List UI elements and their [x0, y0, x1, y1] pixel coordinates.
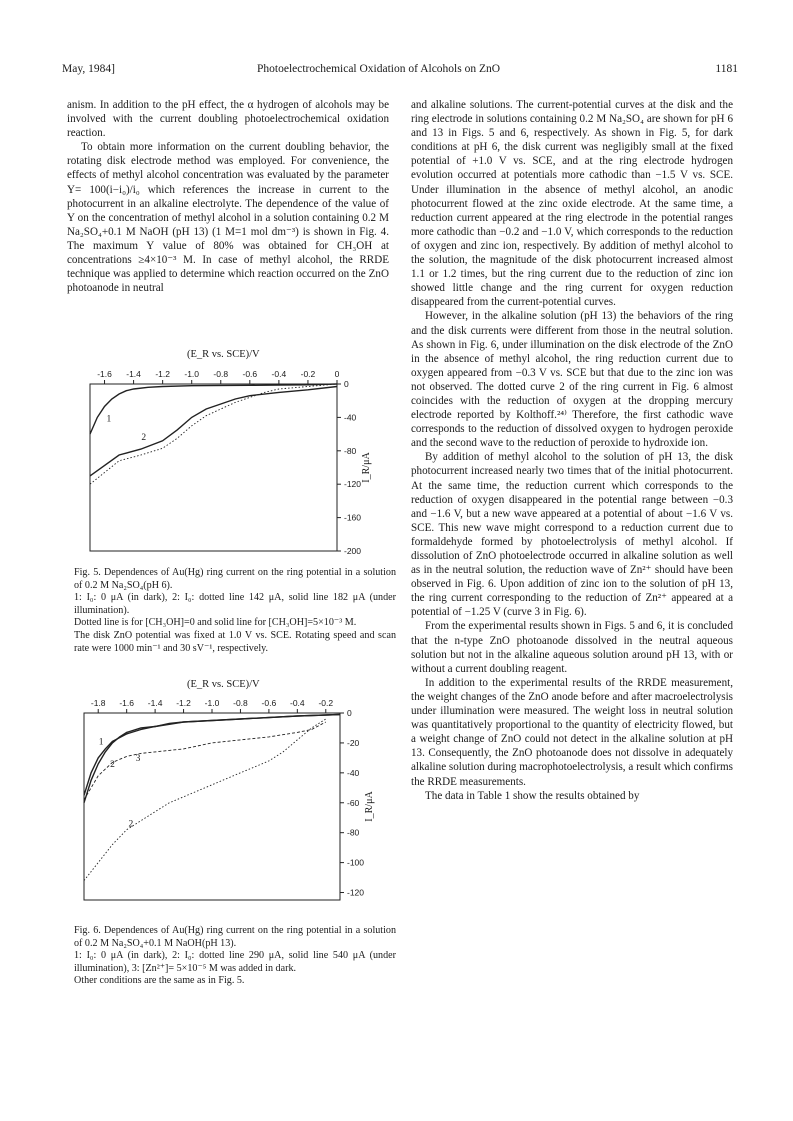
- y-axis-title: I_R/μA: [364, 791, 375, 822]
- y-tick-label: -200: [344, 546, 362, 556]
- y-tick-label: -120: [344, 479, 362, 490]
- plot-frame: [90, 384, 337, 551]
- caption-line: Dotted line is for [CH₃OH]=0 and solid line for [CH₃OH]=5×10⁻³ M.: [74, 617, 357, 629]
- caption-line: Fig. 6. Dependences of Au(Hg) ring current on the ring potential in a solution of 0.2 M Na₂SO₄+0.1 M NaOH(pH 13).: [74, 925, 396, 949]
- y-tick-label: 0: [344, 379, 349, 389]
- header-date: May, 1984]: [62, 63, 115, 75]
- fig6-x-axis-title: (E_R vs. SCE)/V: [187, 679, 260, 690]
- fig6-chart: [80, 695, 380, 910]
- paragraph: However, in the alkaline solution (pH 13) the behaviors of the ring and the disk currents were different from those in the neutral solution. As shown in Fig. 6, under illumination on the disk electrode of the ZnO in the absence of methyl alcohol, the ring reduction current due to oxygen appeared from −0.3 V vs. SCE but that due to the zinc ion was not observed. The dotted curve 2 of the ring current in Fig. 6 almost coincides with the reduction of oxygen at the dropping mercury electrode reported by Kolthoff.²⁴⁾ Therefore, the first cathodic wave corresponds to the reduction of dissolved oxygen to hydrogen peroxide and the second wave to the reduction of peroxide to hydroxide ion.: [411, 310, 733, 450]
- right-column: [411, 98, 733, 803]
- y-tick-label: 0: [347, 708, 352, 718]
- paragraph: and alkaline solutions. The current-potential curves at the disk and the ring electrode in solutions containing 0.2 M Na₂SO₄ are shown for pH 6 and 13 in Figs. 5 and 6, respectively. As shown in Fig. 5, for dark conditions at pH 6, the disk current was negligibly small at the fixed potential of +1.0 V vs. SCE, and at the ring electrode hydrogen evolution occurred at potentials more cathodic than −1.5 V vs. SCE. Under illumination in the absence of methyl alcohol, an anodic photocurrent flowed at the zinc oxide electrode. At the same time, a reduction current appeared at the ring electrode in the potential ranges more cathodic than −0.2 and −1.0 V, which corresponds to the reduction of oxygen and zinc ion, respectively. By addition of methyl alcohol to the solution, the magnitude of the disk photocurrent increased almost 1.1 or 1.2 times, but the ring current due to the reduction of zinc ion showed little change and the ring current for oxygen reduction disappeared from the current-potential curves.: [411, 99, 733, 309]
- x-tick-label: -1.4: [147, 698, 163, 708]
- curve-label: 1: [98, 737, 104, 748]
- header-title: Photoelectrochemical Oxidation of Alcohols on ZnO: [257, 63, 501, 75]
- paragraph: From the experimental results shown in Figs. 5 and 6, it is concluded that the n-type ZnO photoanode dissolved in the neutral aqueous solution but not in the alkaline aqueous solution around pH 13, with or without a current doubling reagent.: [411, 620, 733, 675]
- plot-frame: [84, 713, 340, 900]
- paragraph: The data in Table 1 show the results obtained by: [425, 789, 640, 802]
- x-tick-label: -1.2: [176, 698, 191, 708]
- y-axis-title: I_R/μA: [361, 452, 372, 483]
- fig5-x-axis-title: (E_R vs. SCE)/V: [187, 349, 260, 360]
- x-tick-label: -0.2: [318, 698, 334, 708]
- caption-line: The disk ZnO potential was fixed at 1.0 V vs. SCE. Rotating speed and scan rate were 1000 min⁻¹ and 30 sV⁻¹, respectively.: [74, 629, 396, 654]
- figure-5: [80, 366, 380, 571]
- y-tick-label: -40: [344, 412, 357, 423]
- y-tick-label: -20: [347, 737, 360, 748]
- x-tick-label: -0.8: [213, 369, 229, 379]
- x-tick-label: -0.4: [271, 369, 287, 379]
- x-tick-label: -0.2: [300, 369, 316, 379]
- paragraph: anism. In addition to the pH effect, the α hydrogen of alcohols may be involved with the current doubling photoelectrochemical oxidation reaction.: [67, 99, 389, 140]
- x-tick-label: -1.6: [97, 369, 112, 379]
- fig5-caption: [74, 567, 396, 655]
- x-tick-label: -1.0: [184, 369, 200, 379]
- caption-line: 1: I₀: 0 μA (in dark), 2: I₀: dotted line 142 μA, solid line 182 μA (under illumination).: [74, 592, 396, 616]
- x-tick-label: 0: [334, 369, 340, 379]
- curve-label: 2: [128, 819, 134, 830]
- fig6-caption: [74, 925, 396, 988]
- x-tick-label: -0.6: [261, 698, 277, 708]
- y-tick-label: -80: [344, 445, 357, 456]
- caption-line: Other conditions are the same as in Fig. 5.: [74, 975, 245, 987]
- fig5-chart: [80, 366, 380, 566]
- y-tick-label: -100: [347, 857, 365, 868]
- x-tick-label: -1.8: [90, 698, 106, 708]
- x-tick-label: -1.0: [204, 698, 220, 708]
- paragraph: In addition to the experimental results of the RRDE measurement, the weight changes of the ZnO anode before and after macroelectrolysis under illumination were measured. The weight loss in neutral solution was quantitatively proportional to the quantity of electricity flowed, but a weight change of ZnO could not detect in the alkaline solution at pH 13. Consequently, the ZnO photoanode does not dissolve in adequately alkaline solution during macrophotoelectrolysis, a result which confirms the RRDE measurements.: [411, 676, 733, 788]
- series-line-dotted: [84, 719, 326, 881]
- running-header: [62, 63, 738, 79]
- curve-label: 2: [110, 759, 115, 770]
- paragraph: To obtain more information on the current doubling behavior, the rotating disk electrode method was employed. For convenience, the effects of methyl alcohol concentration was evaluated by the parameter Y= 100(i−i₀)/i₀ which references the increase in current to the photocurrent in an alkaline electrolyte. The dependence of the value of Y on the concentration of methyl alcohol in a solution containing 0.2 M Na₂SO₄+0.1 M NaOH (pH 13) (1 M=1 mol dm⁻³) is shown in Fig. 4. The maximum Y value of 80% was obtained for CH₃OH at concentrations ≥4×10⁻³ M. In case of methyl alcohol, the RRDE technique was applied to determine which reaction occurred on the ZnO photoanode in neutral: [67, 141, 389, 295]
- x-tick-label: -1.2: [155, 369, 170, 379]
- x-tick-label: -0.8: [233, 698, 248, 708]
- y-tick-label: -120: [347, 887, 365, 898]
- y-tick-label: -80: [347, 827, 360, 838]
- y-tick-label: -160: [344, 512, 362, 523]
- curve-label: 1: [106, 414, 112, 425]
- x-tick-label: -0.4: [290, 698, 305, 708]
- header-page-number: 1181: [715, 63, 738, 75]
- y-tick-label: -40: [347, 767, 360, 778]
- series-line-dotted: [90, 384, 337, 484]
- x-tick-label: -1.4: [126, 369, 141, 379]
- caption-line: 1: I₀: 0 μA (in dark), 2: I₀: dotted line 290 μA, solid line 540 μA (under illumination), 3: [Zn²⁺]= 5×10⁻⁵ M was added in dark.: [74, 950, 396, 974]
- x-tick-label: -1.6: [119, 698, 134, 708]
- y-tick-label: -60: [347, 797, 360, 808]
- curve-label: 3: [135, 753, 141, 764]
- series-line-solid: [84, 715, 340, 796]
- paragraph: By addition of methyl alcohol to the solution of pH 13, the disk photocurrent increased nearly two times that of the initial photocurrent. At the same time, the reduction current which corresponds to the reduction of oxygen disappeared in the potential range between −0.3 and −1.6 V, but a new wave appeared at a potential of about −1.6 V vs. SCE. This new wave might correspond to a reduction current due to formaldehyde formed by photoelectrolysis of methyl alcohol. If dissolution of ZnO photoelectrode occurred in alkaline solution as well as in the neutral solution, the reduction wave of Zn²⁺ should have been observed in Fig. 6. Upon addition of zinc ion to the solution of pH 13, the ring current corresponding to the reduction of Zn²⁺ appeared at a potential of −1.25 V (curve 3 in Fig. 6).: [411, 451, 733, 619]
- series-line-solid: [84, 715, 340, 803]
- series-line-solid: [90, 387, 337, 476]
- caption-line: Fig. 5. Dependences of Au(Hg) ring current on the ring potential in a solution of 0.2 M Na₂SO₄(pH 6).: [74, 567, 396, 591]
- figure-6: [80, 695, 380, 915]
- series-line-solid: [90, 384, 337, 434]
- curve-label: 2: [141, 432, 147, 443]
- left-column: [67, 98, 389, 295]
- x-tick-label: -0.6: [242, 369, 258, 379]
